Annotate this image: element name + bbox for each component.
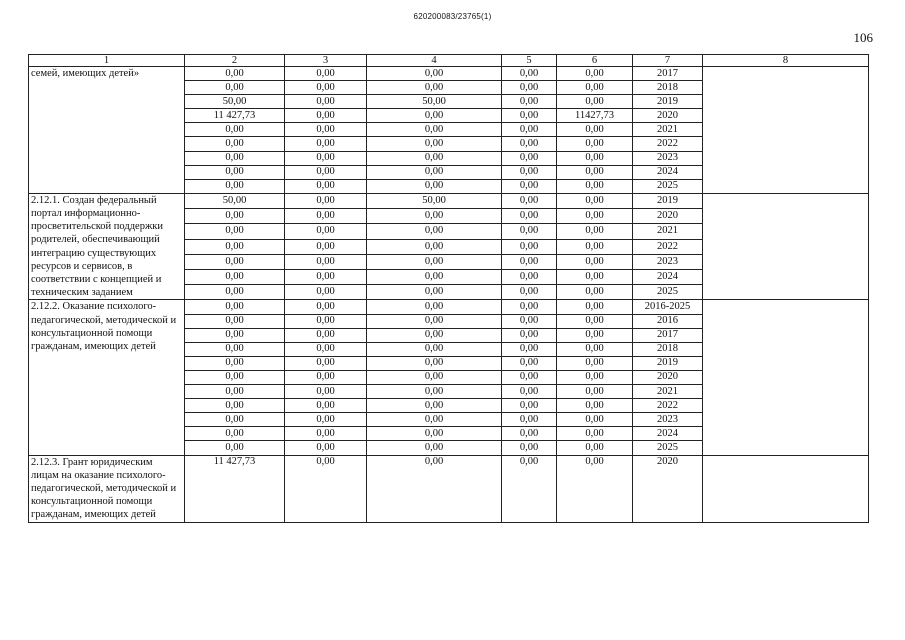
amount-cell: 0,00 — [557, 151, 633, 165]
amount-cell: 0,00 — [502, 67, 557, 81]
amount-cell: 0,00 — [557, 239, 633, 254]
amount-cell: 0,00 — [367, 300, 502, 314]
amount-cell: 0,00 — [185, 123, 285, 137]
amount-cell: 0,00 — [285, 239, 367, 254]
amount-cell: 0,00 — [502, 314, 557, 328]
header-row — [29, 55, 869, 67]
amount-cell: 0,00 — [502, 254, 557, 269]
notes-cell — [703, 67, 869, 194]
amount-cell: 0,00 — [185, 165, 285, 179]
amount-cell: 0,00 — [367, 455, 502, 522]
amount-cell: 0,00 — [502, 165, 557, 179]
year-cell: 2025 — [633, 179, 703, 193]
amount-cell: 0,00 — [367, 399, 502, 413]
amount-cell: 0,00 — [285, 224, 367, 239]
amount-cell: 0,00 — [502, 179, 557, 193]
amount-cell: 0,00 — [557, 285, 633, 300]
amount-cell: 0,00 — [367, 328, 502, 342]
amount-cell: 0,00 — [185, 370, 285, 384]
amount-cell: 0,00 — [285, 179, 367, 193]
column-header: 1 — [29, 55, 185, 67]
amount-cell: 0,00 — [502, 95, 557, 109]
amount-cell: 0,00 — [367, 356, 502, 370]
amount-cell: 0,00 — [502, 455, 557, 522]
document-id: 620200083/23765(1) — [413, 12, 492, 21]
amount-cell: 0,00 — [367, 137, 502, 151]
amount-cell: 0,00 — [502, 285, 557, 300]
year-cell: 2018 — [633, 342, 703, 356]
amount-cell: 0,00 — [557, 385, 633, 399]
amount-cell: 0,00 — [367, 285, 502, 300]
amount-cell: 0,00 — [502, 300, 557, 314]
amount-cell: 0,00 — [557, 209, 633, 224]
amount-cell: 0,00 — [185, 209, 285, 224]
year-cell: 2018 — [633, 81, 703, 95]
year-cell: 2017 — [633, 67, 703, 81]
amount-cell: 0,00 — [557, 81, 633, 95]
page-number: 106 — [853, 30, 873, 45]
amount-cell: 0,00 — [285, 254, 367, 269]
amount-cell: 0,00 — [502, 342, 557, 356]
amount-cell: 0,00 — [557, 314, 633, 328]
year-cell: 2020 — [633, 455, 703, 522]
year-cell: 2022 — [633, 137, 703, 151]
amount-cell: 0,00 — [185, 385, 285, 399]
year-cell: 2019 — [633, 95, 703, 109]
amount-cell: 0,00 — [557, 179, 633, 193]
amount-cell: 0,00 — [557, 165, 633, 179]
amount-cell: 0,00 — [185, 254, 285, 269]
amount-cell: 0,00 — [502, 399, 557, 413]
notes-cell — [703, 300, 869, 455]
amount-cell: 0,00 — [367, 67, 502, 81]
amount-cell: 0,00 — [502, 123, 557, 137]
column-header: 2 — [185, 55, 285, 67]
amount-cell: 0,00 — [185, 137, 285, 151]
amount-cell: 0,00 — [557, 342, 633, 356]
amount-cell: 0,00 — [557, 370, 633, 384]
amount-cell: 0,00 — [502, 137, 557, 151]
amount-cell: 0,00 — [367, 254, 502, 269]
amount-cell: 0,00 — [557, 137, 633, 151]
amount-cell: 0,00 — [285, 385, 367, 399]
year-cell: 2024 — [633, 269, 703, 284]
amount-cell: 0,00 — [285, 109, 367, 123]
amount-cell: 0,00 — [285, 455, 367, 522]
amount-cell: 0,00 — [557, 413, 633, 427]
amount-cell: 0,00 — [367, 269, 502, 284]
activity-description: 2.12.2. Оказание психолого-педагогической, методической и консультационной помощи гражданам, имеющих детей — [29, 300, 185, 455]
amount-cell: 0,00 — [285, 165, 367, 179]
amount-cell: 0,00 — [557, 123, 633, 137]
amount-cell: 50,00 — [185, 95, 285, 109]
amount-cell: 0,00 — [367, 165, 502, 179]
amount-cell: 0,00 — [502, 413, 557, 427]
amount-cell: 0,00 — [502, 356, 557, 370]
amount-cell: 0,00 — [285, 328, 367, 342]
amount-cell: 50,00 — [185, 193, 285, 208]
year-cell: 2020 — [633, 109, 703, 123]
year-cell: 2020 — [633, 370, 703, 384]
year-cell: 2021 — [633, 123, 703, 137]
amount-cell: 0,00 — [502, 209, 557, 224]
table-row — [29, 67, 869, 81]
amount-cell: 0,00 — [502, 427, 557, 441]
amount-cell: 0,00 — [367, 413, 502, 427]
column-header: 3 — [285, 55, 367, 67]
amount-cell: 0,00 — [185, 151, 285, 165]
amount-cell: 50,00 — [367, 193, 502, 208]
amount-cell: 0,00 — [502, 193, 557, 208]
notes-cell — [703, 455, 869, 522]
amount-cell: 0,00 — [557, 356, 633, 370]
amount-cell: 0,00 — [557, 269, 633, 284]
amount-cell: 50,00 — [367, 95, 502, 109]
amount-cell: 0,00 — [285, 300, 367, 314]
amount-cell: 0,00 — [502, 328, 557, 342]
column-header: 6 — [557, 55, 633, 67]
amount-cell: 0,00 — [185, 399, 285, 413]
amount-cell: 0,00 — [185, 427, 285, 441]
activity-description: 2.12.1. Создан федеральный портал информационно-просветительской поддержки родителей, обеспечивающий интеграцию существующих ресурсов и сервисов, в соответствии с концепцией и техническим заданием — [29, 193, 185, 300]
amount-cell: 0,00 — [285, 193, 367, 208]
amount-cell: 0,00 — [367, 151, 502, 165]
amount-cell: 0,00 — [185, 179, 285, 193]
amount-cell: 0,00 — [502, 224, 557, 239]
amount-cell: 0,00 — [285, 427, 367, 441]
amount-cell: 0,00 — [557, 427, 633, 441]
year-cell: 2023 — [633, 413, 703, 427]
amount-cell: 0,00 — [367, 239, 502, 254]
year-cell: 2016-2025 — [633, 300, 703, 314]
year-cell: 2024 — [633, 165, 703, 179]
amount-cell: 0,00 — [557, 224, 633, 239]
year-cell: 2023 — [633, 151, 703, 165]
notes-cell — [703, 193, 869, 300]
amount-cell: 0,00 — [285, 151, 367, 165]
amount-cell: 0,00 — [185, 356, 285, 370]
year-cell: 2019 — [633, 356, 703, 370]
column-header: 5 — [502, 55, 557, 67]
amount-cell: 0,00 — [502, 109, 557, 123]
amount-cell: 0,00 — [285, 209, 367, 224]
year-cell: 2021 — [633, 385, 703, 399]
table-row — [29, 193, 869, 208]
amount-cell: 0,00 — [285, 81, 367, 95]
amount-cell: 0,00 — [557, 67, 633, 81]
amount-cell: 0,00 — [185, 67, 285, 81]
amount-cell: 0,00 — [285, 269, 367, 284]
amount-cell: 0,00 — [185, 342, 285, 356]
column-header: 8 — [703, 55, 869, 67]
amount-cell: 0,00 — [502, 269, 557, 284]
amount-cell: 0,00 — [557, 328, 633, 342]
year-cell: 2021 — [633, 224, 703, 239]
amount-cell: 0,00 — [502, 370, 557, 384]
amount-cell: 0,00 — [367, 370, 502, 384]
year-cell: 2019 — [633, 193, 703, 208]
amount-cell: 0,00 — [285, 356, 367, 370]
amount-cell: 0,00 — [557, 441, 633, 455]
amount-cell: 0,00 — [185, 224, 285, 239]
amount-cell: 0,00 — [285, 314, 367, 328]
amount-cell: 0,00 — [502, 151, 557, 165]
amount-cell: 0,00 — [367, 109, 502, 123]
column-header: 7 — [633, 55, 703, 67]
year-cell: 2017 — [633, 328, 703, 342]
year-cell: 2022 — [633, 399, 703, 413]
activity-description: семей, имеющих детей» — [29, 67, 185, 194]
amount-cell: 0,00 — [285, 285, 367, 300]
amount-cell: 0,00 — [185, 441, 285, 455]
amount-cell: 0,00 — [285, 342, 367, 356]
amount-cell: 0,00 — [557, 254, 633, 269]
amount-cell: 11 427,73 — [185, 455, 285, 522]
year-cell: 2025 — [633, 285, 703, 300]
amount-cell: 0,00 — [502, 81, 557, 95]
table-row — [29, 455, 869, 522]
amount-cell: 0,00 — [185, 269, 285, 284]
budget-table — [28, 54, 869, 523]
amount-cell: 0,00 — [557, 455, 633, 522]
amount-cell: 0,00 — [185, 285, 285, 300]
amount-cell: 0,00 — [185, 413, 285, 427]
amount-cell: 0,00 — [367, 427, 502, 441]
amount-cell: 0,00 — [367, 123, 502, 137]
amount-cell: 0,00 — [285, 95, 367, 109]
amount-cell: 0,00 — [502, 385, 557, 399]
amount-cell: 0,00 — [557, 95, 633, 109]
year-cell: 2023 — [633, 254, 703, 269]
amount-cell: 0,00 — [185, 300, 285, 314]
amount-cell: 0,00 — [367, 385, 502, 399]
amount-cell: 0,00 — [367, 209, 502, 224]
table-body — [29, 67, 869, 523]
amount-cell: 11 427,73 — [185, 109, 285, 123]
year-cell: 2022 — [633, 239, 703, 254]
amount-cell: 0,00 — [285, 137, 367, 151]
amount-cell: 0,00 — [367, 314, 502, 328]
year-cell: 2016 — [633, 314, 703, 328]
amount-cell: 0,00 — [502, 239, 557, 254]
column-header: 4 — [367, 55, 502, 67]
amount-cell: 0,00 — [185, 81, 285, 95]
amount-cell: 0,00 — [285, 413, 367, 427]
amount-cell: 0,00 — [557, 300, 633, 314]
amount-cell: 11427,73 — [557, 109, 633, 123]
amount-cell: 0,00 — [185, 314, 285, 328]
amount-cell: 0,00 — [367, 441, 502, 455]
amount-cell: 0,00 — [285, 123, 367, 137]
year-cell: 2020 — [633, 209, 703, 224]
amount-cell: 0,00 — [285, 399, 367, 413]
year-cell: 2025 — [633, 441, 703, 455]
year-cell: 2024 — [633, 427, 703, 441]
amount-cell: 0,00 — [502, 441, 557, 455]
amount-cell: 0,00 — [285, 441, 367, 455]
amount-cell: 0,00 — [285, 67, 367, 81]
amount-cell: 0,00 — [367, 179, 502, 193]
table-row — [29, 300, 869, 314]
amount-cell: 0,00 — [367, 342, 502, 356]
amount-cell: 0,00 — [185, 239, 285, 254]
activity-description: 2.12.3. Грант юридическим лицам на оказание психолого-педагогической, методической и консультационной помощи гражданам, имеющих детей — [29, 455, 185, 522]
amount-cell: 0,00 — [557, 399, 633, 413]
amount-cell: 0,00 — [185, 328, 285, 342]
amount-cell: 0,00 — [285, 370, 367, 384]
amount-cell: 0,00 — [367, 81, 502, 95]
amount-cell: 0,00 — [557, 193, 633, 208]
amount-cell: 0,00 — [367, 224, 502, 239]
